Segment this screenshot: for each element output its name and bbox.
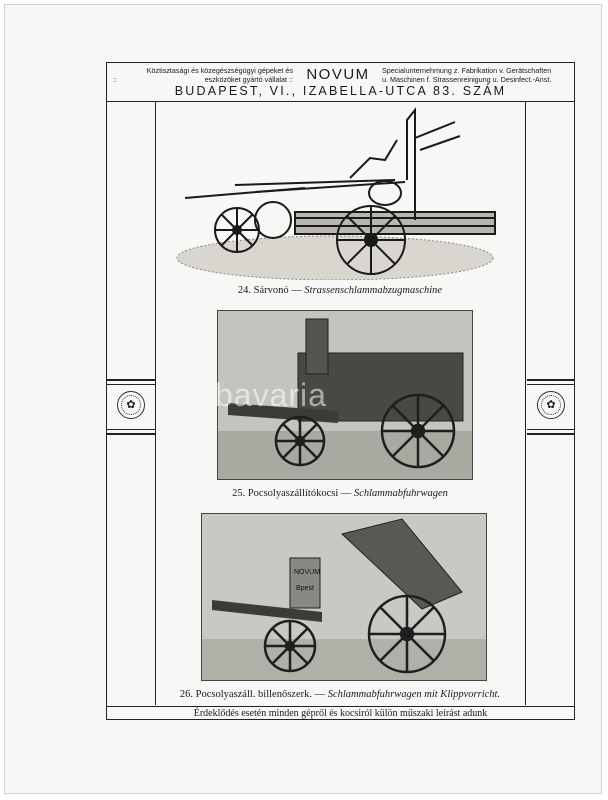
brand-name: NOVUM	[306, 66, 370, 83]
header-right-text	[382, 66, 570, 84]
left-ornament	[107, 379, 155, 435]
header-left-mark: ::	[113, 75, 117, 84]
right-ornament	[527, 379, 575, 435]
caption-separator: —	[314, 689, 326, 700]
caption-item-24	[155, 285, 525, 296]
caption-german: Schlammabfuhrwagen mit Klippvorricht.	[327, 689, 501, 700]
caption-number: 24.	[237, 285, 252, 296]
caption-hungarian: Pocsolyaszáll. billenőszerk.	[195, 689, 312, 700]
photo-tipping-wagon	[201, 513, 487, 681]
caption-german: Strassenschlammabzugmaschine	[304, 285, 443, 296]
caption-number: 26.	[179, 689, 193, 700]
wagon-plate-top: NOVUM	[294, 569, 321, 576]
header-left-line2-end: ::	[289, 75, 293, 84]
company-address: BUDAPEST, VI., IZABELLA-UTCA 83. SZÁM	[174, 84, 507, 98]
rosette-icon: ✿	[537, 391, 565, 419]
watermark: bavaria	[215, 377, 327, 413]
footer-rule	[107, 706, 574, 707]
caption-item-25	[155, 488, 525, 499]
caption-german: Schlammabfuhrwagen	[353, 488, 448, 499]
header-left-line2-text: eszközöket gyártó vállalat	[204, 75, 287, 84]
header-right-line1: Specialunternehmung z. Fabrikation v. Gerätschaften	[382, 66, 552, 75]
illustration-mud-scraper	[175, 100, 500, 280]
footer-note: Érdeklődés esetén minden gépről és kocsiról külön műszaki leírást adunk	[193, 708, 488, 719]
header-left-line2	[113, 75, 293, 84]
document-page	[4, 4, 602, 794]
caption-number: 25.	[232, 488, 246, 499]
caption-item-26	[155, 689, 525, 700]
caption-hungarian: Pocsolyaszállítókocsi	[247, 488, 339, 499]
header-right-line2: u. Maschinen f. Strassenreinigung u. Desinfect.-Anst.	[382, 75, 552, 84]
left-border-rule	[155, 101, 156, 705]
header-left-line1: Köztisztasági és közegészségügyi gépeket és	[146, 66, 293, 75]
wagon-plate-side: Bpest	[296, 585, 314, 592]
caption-hungarian: Sárvonó	[253, 285, 289, 296]
caption-separator: —	[291, 285, 302, 296]
header-left-text	[113, 66, 293, 84]
letterhead-header	[107, 63, 574, 102]
rosette-icon: ✿	[117, 391, 145, 419]
caption-separator: —	[340, 488, 352, 499]
right-border-rule	[525, 101, 526, 705]
tipping-wagon-photo	[202, 514, 487, 681]
